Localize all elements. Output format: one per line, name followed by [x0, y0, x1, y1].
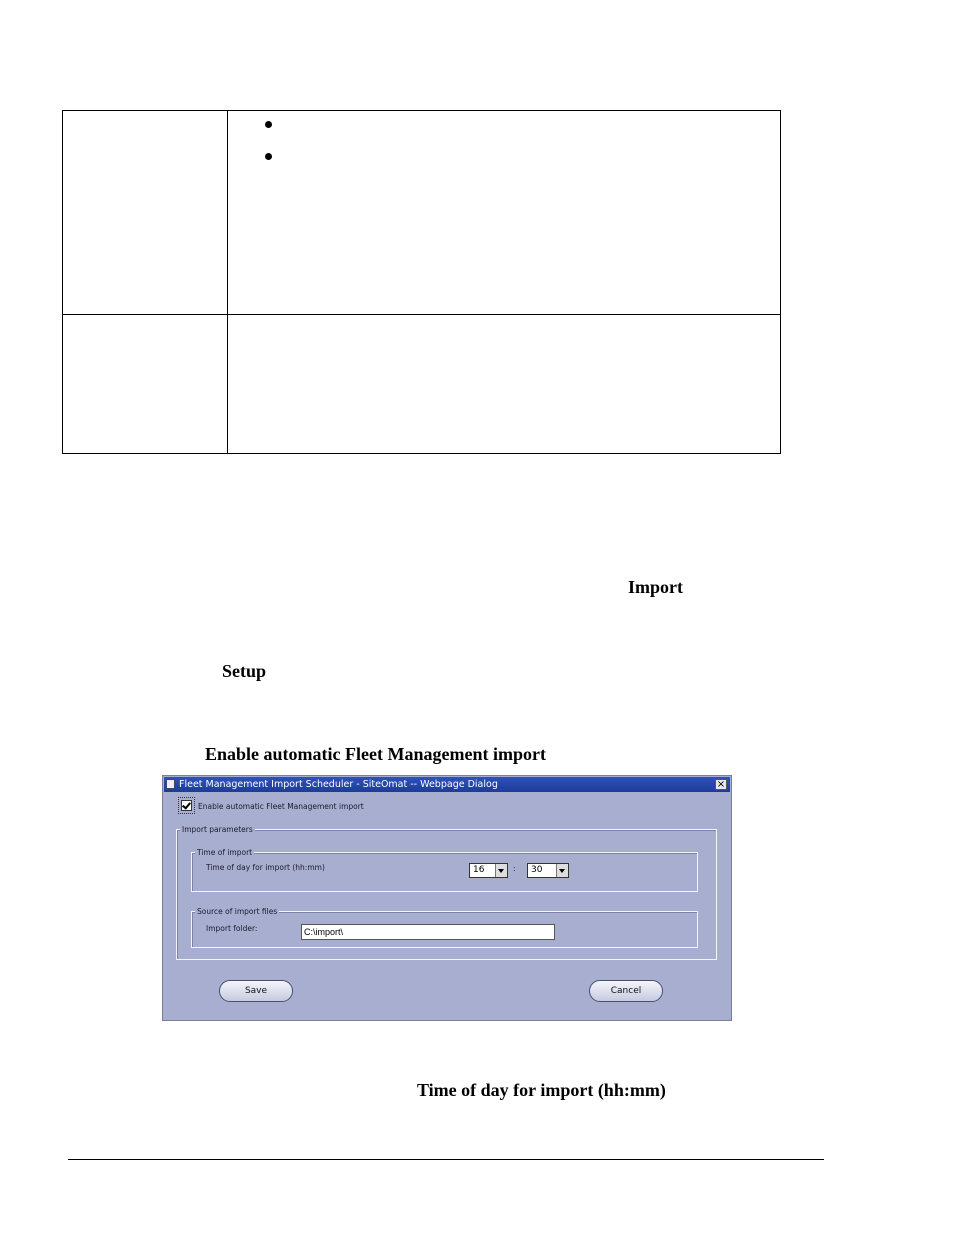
time-of-import-legend: Time of import [197, 848, 253, 857]
hour-select[interactable] [469, 863, 508, 878]
import-folder-input[interactable] [301, 924, 555, 940]
dialog-title: Fleet Management Import Scheduler - SiteOmat -- Webpage Dialog [179, 779, 498, 790]
dialog-titlebar [164, 777, 730, 792]
import-scheduler-dialog [162, 775, 732, 1021]
close-button[interactable]: × [716, 779, 726, 790]
ie-page-icon [166, 779, 175, 789]
minute-value: 30 [531, 865, 543, 875]
hour-value: 16 [473, 865, 485, 875]
cancel-button[interactable]: Cancel [589, 980, 663, 1002]
checkmark-icon [182, 800, 191, 809]
bullet-point [265, 121, 272, 128]
enable-import-checkbox[interactable] [181, 800, 192, 811]
minute-select[interactable] [527, 863, 569, 878]
import-keyword: Import [628, 577, 683, 597]
info-table [62, 110, 781, 454]
bullet-point [265, 153, 272, 160]
import-parameters-legend: Import parameters [182, 825, 253, 834]
time-separator: : [513, 864, 516, 873]
setup-keyword: Setup [222, 661, 267, 681]
time-of-import-group [191, 852, 698, 892]
enable-import-label: Enable automatic Fleet Management import [198, 802, 364, 811]
dropdown-arrow-icon [556, 864, 568, 877]
source-of-import-files-legend: Source of import files [197, 907, 278, 916]
dropdown-arrow-icon [495, 864, 507, 877]
time-of-day-keyword: Time of day for import (hh:mm) [417, 1080, 666, 1100]
table-row-divider [63, 314, 780, 315]
footer-divider [68, 1159, 824, 1160]
save-button[interactable]: Save [219, 980, 293, 1002]
time-of-day-label: Time of day for import (hh:mm) [206, 863, 325, 872]
import-folder-label: Import folder: [206, 924, 258, 933]
table-column-divider [227, 111, 228, 453]
enable-import-keyword: Enable automatic Fleet Management import [205, 744, 546, 764]
